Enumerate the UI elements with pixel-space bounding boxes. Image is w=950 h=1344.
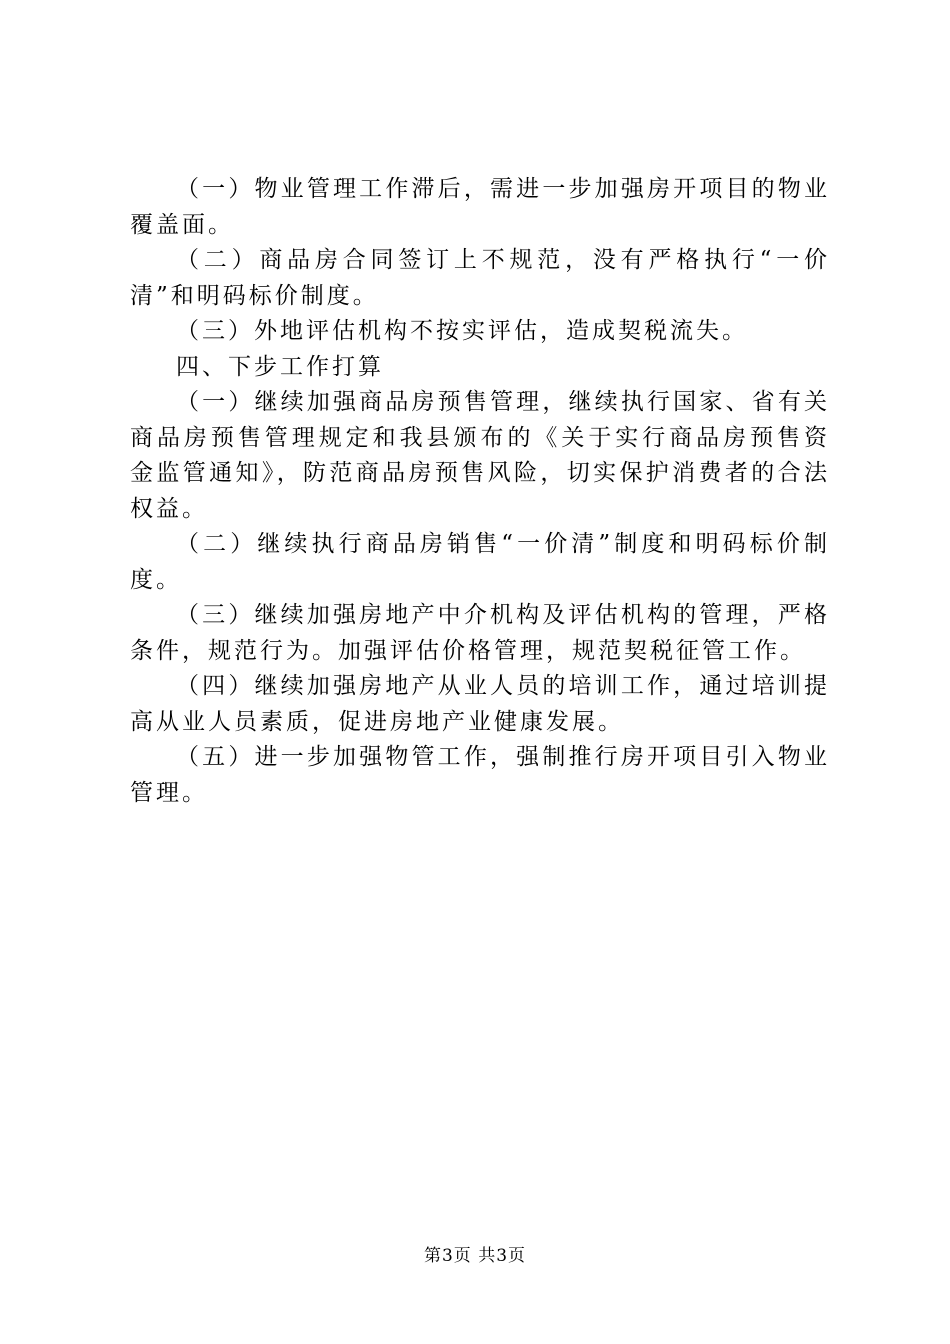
paragraph-property-services: （五）进一步加强物管工作，强制推行房开项目引入物业管理。 [130,744,830,806]
document-body [130,172,830,811]
page-footer: 第3页 共3页 [423,1246,527,1266]
paragraph-agency-management: （三）继续加强房地产中介机构及评估机构的管理，严格条件，规范行为。加强评估价格管理，规范契税征管工作。 [130,602,830,664]
paragraph-staff-training: （四）继续加强房地产从业人员的培训工作，通过培训提高从业人员素质，促进房地产业健康发展。 [130,673,830,735]
paragraph-appraisal-tax-loss: （三）外地评估机构不按实评估，造成契税流失。 [176,318,748,344]
paragraph-property-management-lag: （一）物业管理工作滞后，需进一步加强房开项目的物业覆盖面。 [130,176,830,238]
paragraph-contract-irregular: （二）商品房合同签订上不规范，没有严格执行“一价清”和明码标价制度。 [130,247,830,309]
section-heading-next-steps: 四、下步工作打算 [176,353,384,380]
paragraph-presale-management: （一）继续加强商品房预售管理，继续执行国家、省有关商品房预售管理规定和我县颁布的《关于实行商品房预售资金监管通知》，防范商品房预售风险，切实保护消费者的合法权益。 [130,389,830,522]
paragraph-one-price-system: （二）继续执行商品房销售“一价清”制度和明码标价制度。 [130,531,830,593]
